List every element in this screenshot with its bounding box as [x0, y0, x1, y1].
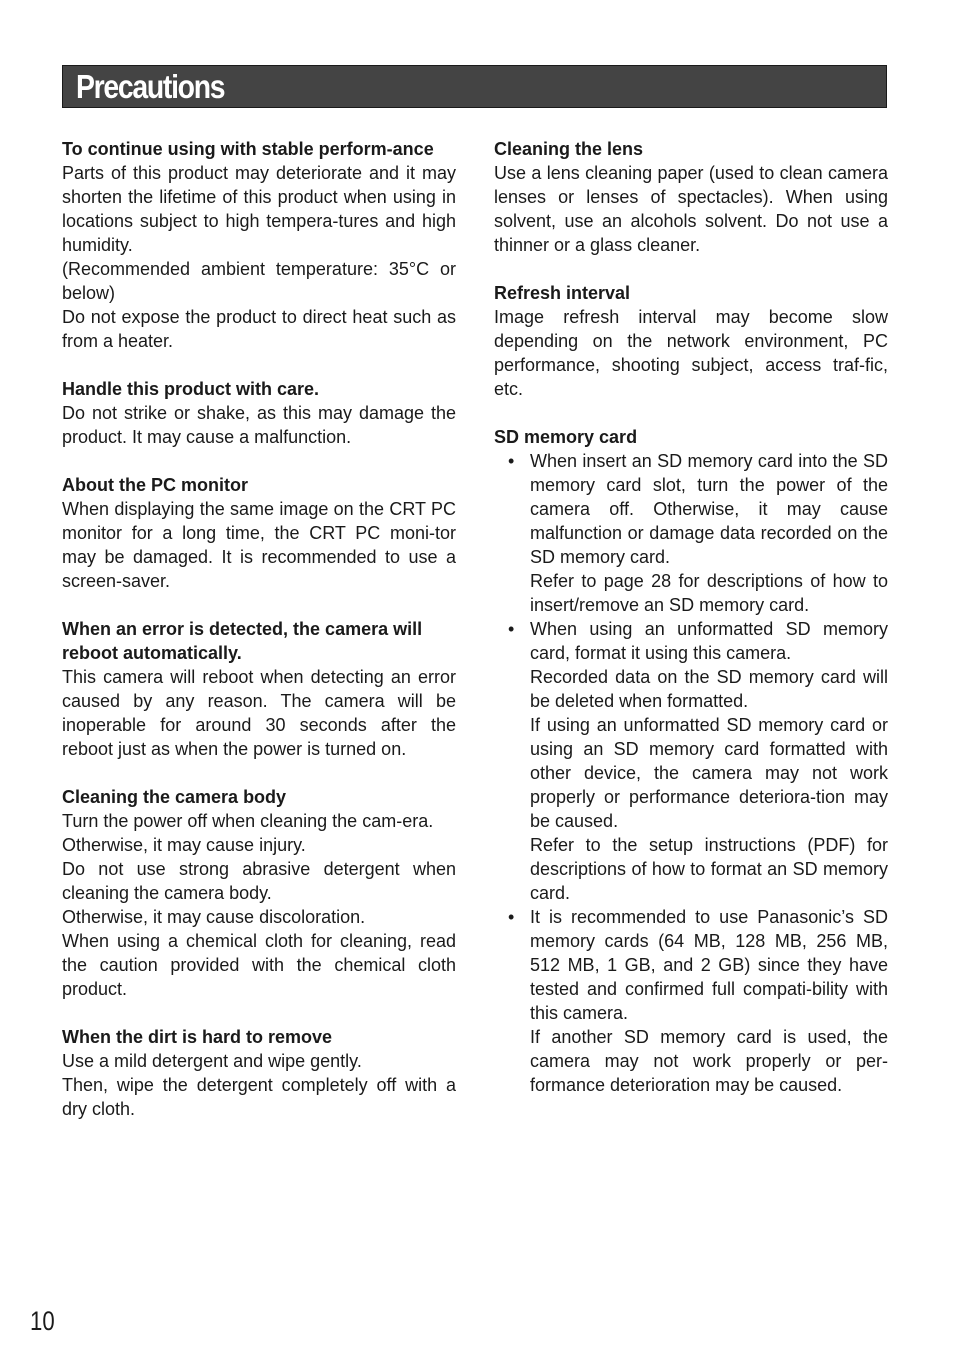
- section-paragraph: Turn the power off when cleaning the cam-era.: [62, 811, 434, 831]
- bullet-paragraph: When using an unformatted SD memory card, format it using this camera.: [530, 619, 888, 663]
- section-paragraph: Parts of this product may deteriorate and it may shorten the lifetime of this product when using in locations subject to high tempera-tures and high humidity.: [62, 163, 456, 255]
- section-heading: To continue using with stable perform-ance: [62, 139, 434, 159]
- page-number: 10: [30, 1306, 55, 1336]
- bullet-icon: •: [508, 907, 515, 927]
- section: [494, 281, 888, 401]
- right-sections: [494, 137, 888, 401]
- list-item: [494, 617, 888, 905]
- section-paragraph: Then, wipe the detergent completely off with a dry cloth.: [62, 1075, 456, 1119]
- section-paragraph: Do not strike or shake, as this may damage the product. It may cause a malfunction.: [62, 403, 456, 447]
- section-sd-memory-card: [494, 425, 888, 1097]
- list-item: [494, 449, 888, 617]
- bullet-paragraph: Refer to the setup instructions (PDF) for descriptions of how to format an SD memory card.: [530, 835, 888, 903]
- sd-bullet-list: [494, 449, 888, 1097]
- section-heading: SD memory card: [494, 427, 638, 447]
- section-paragraph: Do not expose the product to direct heat such as from a heater.: [62, 307, 456, 351]
- section-paragraph: Use a lens cleaning paper (used to clean camera lenses or lenses of spectacles). When using solvent, use an alcohols solvent. Do not use a thinner or a glass cleaner.: [494, 163, 888, 255]
- section-paragraph: Otherwise, it may cause injury.: [62, 835, 306, 855]
- section-heading: When an error is detected, the camera will reboot automatically.: [62, 619, 423, 663]
- section: [62, 617, 456, 761]
- section: [62, 1025, 456, 1121]
- section-paragraph: Image refresh interval may become slow depending on the network environment, PC performance, shooting subject, access traf-fic, etc.: [494, 307, 888, 399]
- bullet-icon: •: [508, 451, 515, 471]
- section-heading: About the PC monitor: [62, 475, 248, 495]
- bullet-paragraph: When insert an SD memory card into the SD memory card slot, turn the power of the camera off. Otherwise, it may cause malfunction or damage data recorded on the SD memory card.: [530, 451, 888, 567]
- section: [62, 377, 456, 449]
- bullet-paragraph: Refer to page 28 for descriptions of how to insert/remove an SD memory card.: [530, 571, 888, 615]
- section: [62, 137, 456, 353]
- section-heading: Handle this product with care.: [62, 379, 320, 399]
- section-heading: Cleaning the lens: [494, 139, 644, 159]
- left-column: [62, 137, 456, 1145]
- section-paragraph: This camera will reboot when detecting an error caused by any reason. The camera will be inoperable for around 30 seconds after the reboot just as when the power is turned on.: [62, 667, 456, 759]
- right-column: [494, 137, 888, 1121]
- section-paragraph: When displaying the same image on the CRT PC monitor for a long time, the CRT PC moni-tor may be damaged. It is recommended to use a screen-saver.: [62, 499, 456, 591]
- section: [62, 473, 456, 593]
- bullet-icon: •: [508, 619, 515, 639]
- section-paragraph: Do not use strong abrasive detergent when cleaning the camera body.: [62, 859, 456, 903]
- section: [494, 137, 888, 257]
- section: [62, 785, 456, 1001]
- page-title: Precautions: [76, 68, 225, 105]
- bullet-paragraph: If using an unformatted SD memory card or using an SD memory card formatted with other device, the camera may not work properly or performance deteriora-tion may be caused.: [530, 715, 888, 831]
- section-paragraph: When using a chemical cloth for cleaning, read the caution provided with the chemical cloth product.: [62, 931, 456, 999]
- section-heading: Refresh interval: [494, 283, 631, 303]
- section-paragraph: (Recommended ambient temperature: 35°C or below): [62, 259, 456, 303]
- bullet-paragraph: It is recommended to use Panasonic’s SD memory cards (64 MB, 128 MB, 256 MB, 512 MB, 1 GB, and 2 GB) since they have tested and confirmed full compati-bility with this camera.: [530, 907, 888, 1023]
- section-paragraph: Use a mild detergent and wipe gently.: [62, 1051, 362, 1071]
- title-bar: [62, 65, 887, 108]
- list-item: [494, 905, 888, 1097]
- bullet-paragraph: Recorded data on the SD memory card will be deleted when formatted.: [530, 667, 888, 711]
- bullet-paragraph: If another SD memory card is used, the camera may not work properly or per-formance deterioration may be caused.: [530, 1027, 888, 1095]
- section-heading: When the dirt is hard to remove: [62, 1027, 333, 1047]
- section-paragraph: Otherwise, it may cause discoloration.: [62, 907, 366, 927]
- section-heading: Cleaning the camera body: [62, 787, 287, 807]
